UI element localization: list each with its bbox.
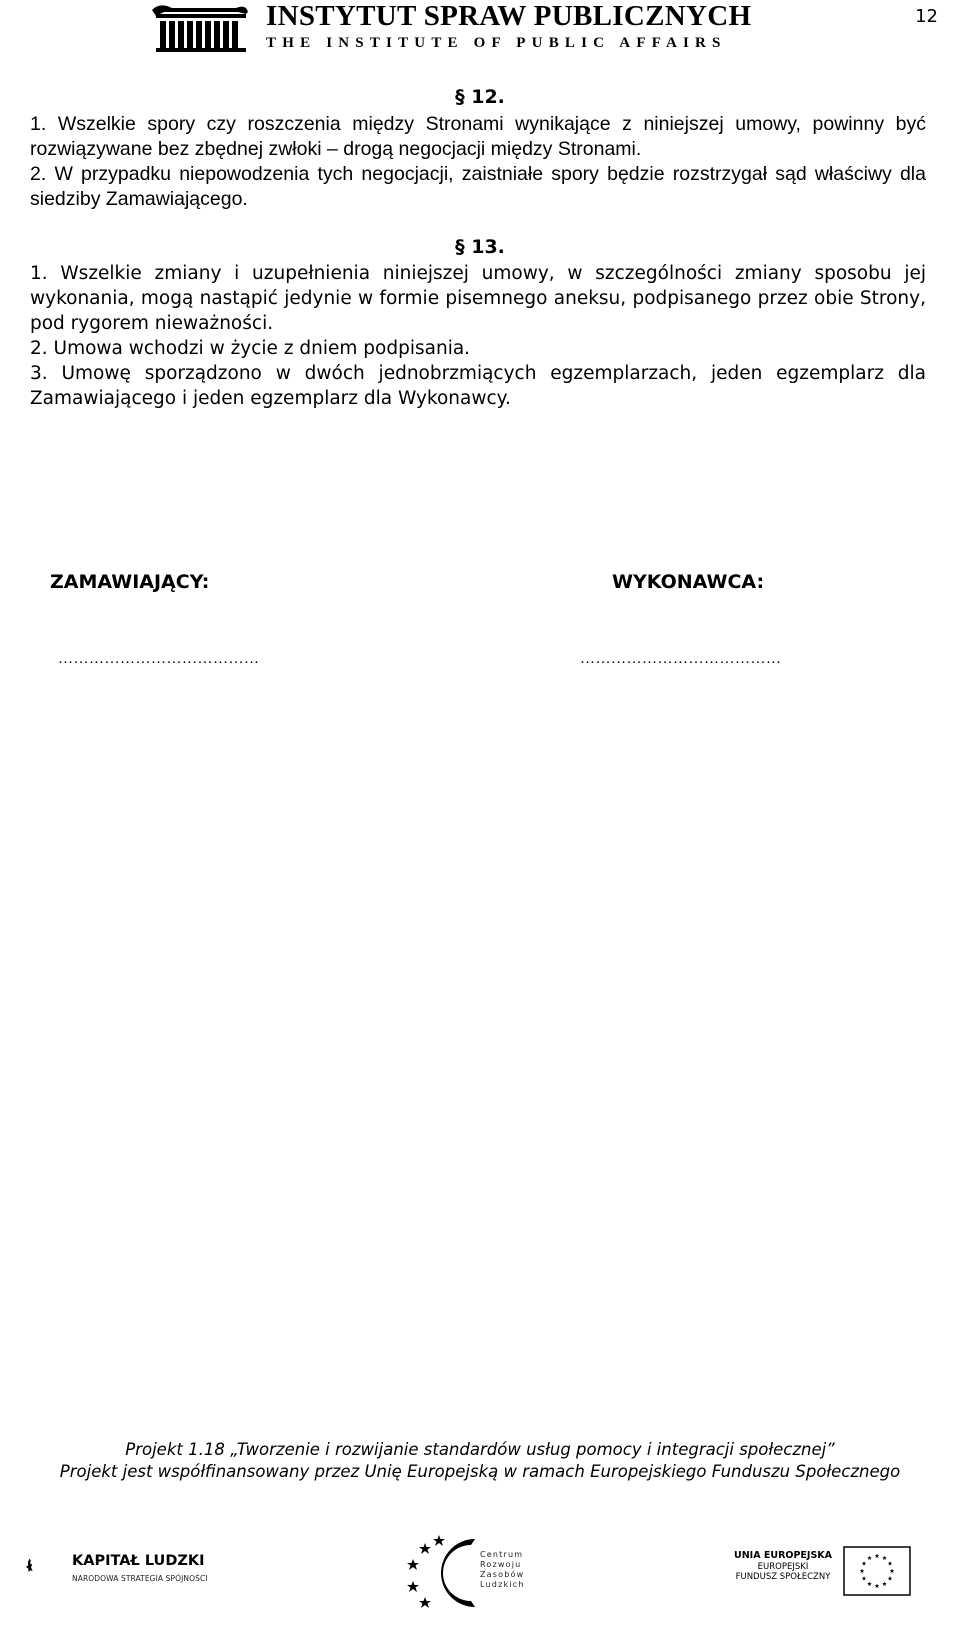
- crzl-line: Centrum: [480, 1550, 524, 1559]
- crzl-line: Zasobów: [480, 1570, 525, 1579]
- crzl-line: Ludzkich: [480, 1580, 525, 1589]
- eu-line-2: EUROPEJSKI: [757, 1561, 809, 1572]
- section-13-heading: § 13.: [455, 236, 505, 258]
- crzl-text: [480, 1550, 525, 1590]
- kapital-ludzki-subtitle: NARODOWA STRATEGIA SPÓJNOŚCI: [72, 1574, 208, 1583]
- kapital-ludzki-logo-icon: [26, 1535, 66, 1597]
- crzl-line: Rozwoju: [480, 1560, 522, 1569]
- section-13-paragraph-3: 3. Umowę sporządzono w dwóch jednobrzmiących egzemplarzach, jeden egzemplarz dla Zamawiającego i jeden egzemplarz dla Wykonawcy.: [30, 363, 926, 409]
- eu-flag-icon: [843, 1546, 911, 1596]
- contractor-signature-line: …………………………………: [580, 651, 782, 667]
- column-logo-icon: [150, 2, 250, 52]
- footer-funding-line: Projekt jest współfinansowany przez Unię Europejską w ramach Europejskiego Funduszu Społecznego: [59, 1462, 901, 1481]
- institute-name-en: THE INSTITUTE OF PUBLIC AFFAIRS: [266, 35, 727, 51]
- eu-line-1: UNIA EUROPEJSKA: [734, 1550, 832, 1561]
- page-number: 12: [915, 6, 938, 27]
- contracting-party-label: ZAMAWIAJĄCY:: [50, 571, 210, 593]
- contractor-label: WYKONAWCA:: [612, 571, 765, 593]
- eu-text: [734, 1551, 832, 1583]
- section-13-paragraph-1: 1. Wszelkie zmiany i uzupełnienia niniejszej umowy, w szczególności zmiany sposobu jej wykonania, mogą nastąpić jedynie w formie pisemnego aneksu, podpisanego przez obie Strony, pod rygorem nieważności.: [30, 263, 926, 334]
- section-12-paragraph-2: 2. W przypadku niepowodzenia tych negocjacji, zaistniałe spory będzie rozstrzygał sąd właściwy dla siedziby Zamawiającego.: [30, 163, 926, 210]
- section-13-paragraph-2: 2. Umowa wchodzi w życie z dniem podpisania.: [30, 338, 471, 359]
- eu-line-3: FUNDUSZ SPOŁECZNY: [735, 1572, 831, 1582]
- kapital-ludzki-title: KAPITAŁ LUDZKI: [72, 1553, 205, 1569]
- footer-project-line: Projekt 1.18 „Tworzenie i rozwijanie standardów usług pomocy i integracji społecznej”: [125, 1440, 835, 1459]
- section-12-heading: § 12.: [455, 86, 505, 108]
- section-12-paragraph-1: 1. Wszelkie spory czy roszczenia między Stronami wynikające z niniejszej umowy, powinny być rozwiązywane bez zbędnej zwłoki – drogą negocjacji między Stronami.: [30, 113, 926, 160]
- contracting-party-signature-line: …………………………………: [58, 651, 260, 667]
- institute-name: INSTYTUT SPRAW PUBLICZNYCH: [266, 0, 752, 32]
